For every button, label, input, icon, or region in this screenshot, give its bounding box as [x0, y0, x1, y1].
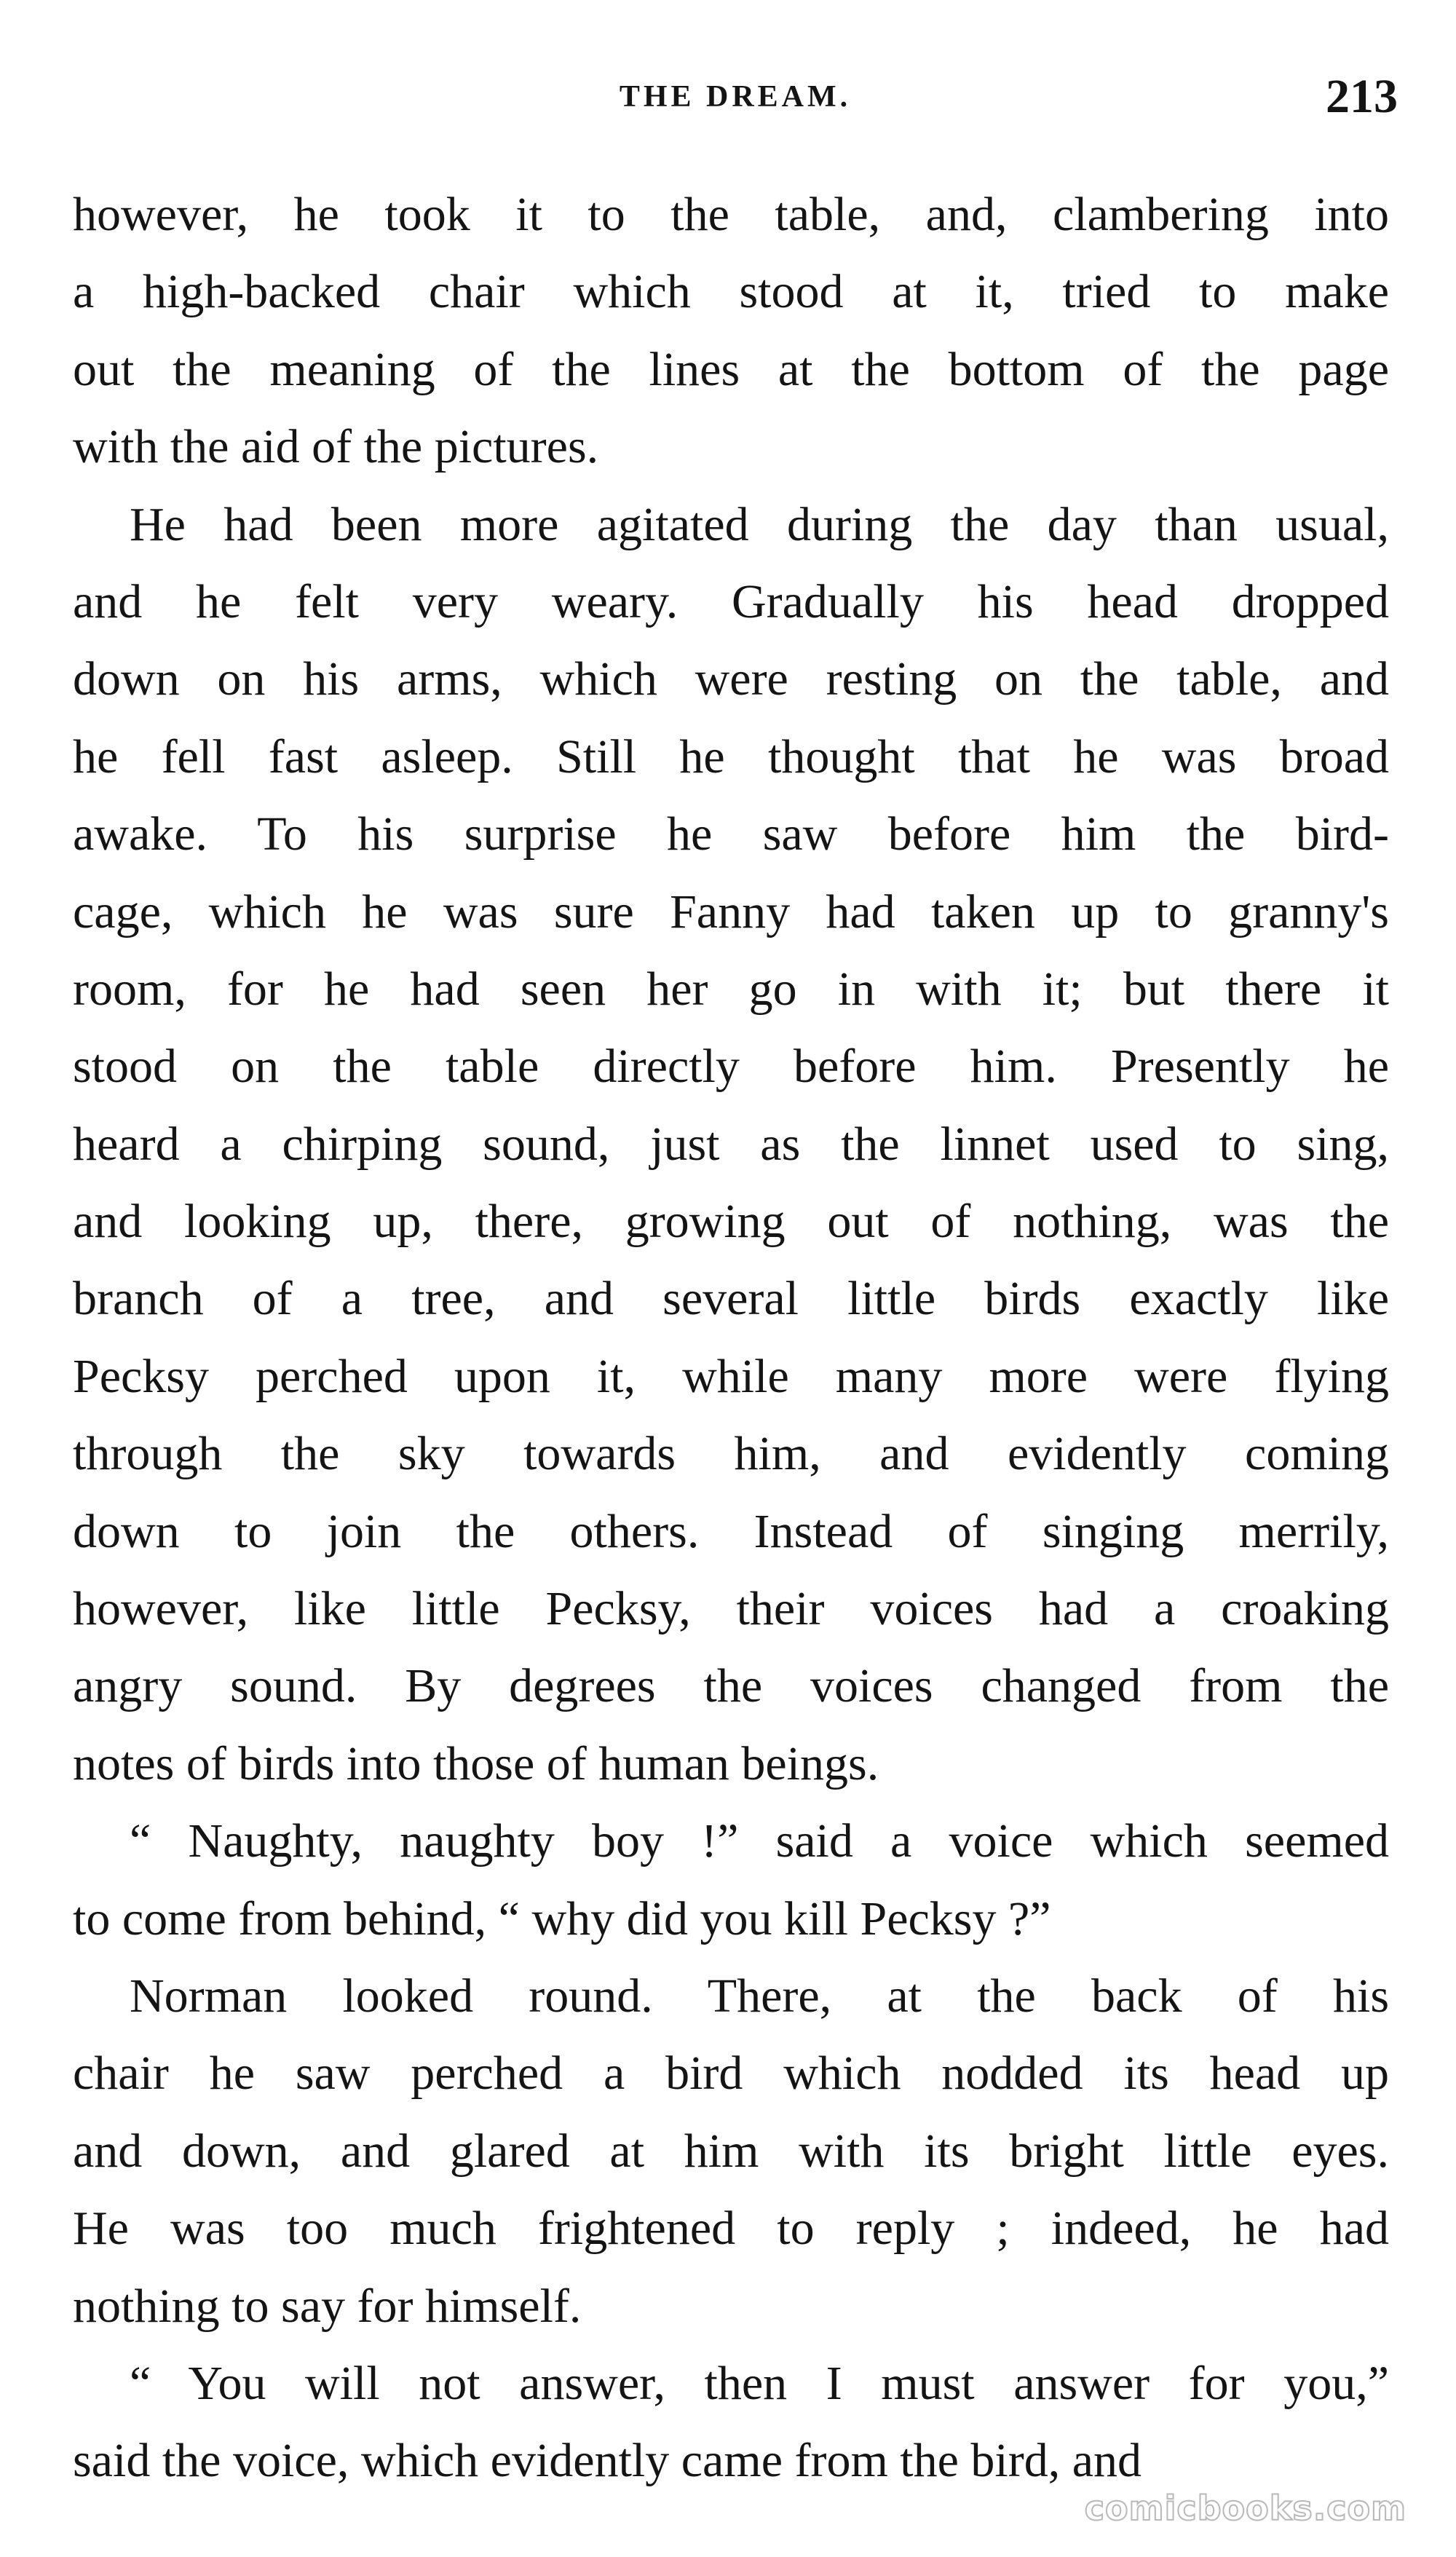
text-line: nothing to say for himself. [73, 2279, 582, 2333]
paragraph [73, 1803, 1389, 1958]
text-line: said the voice, which evidently came from the bird, and [73, 2434, 1142, 2488]
paragraph [73, 1958, 1389, 2345]
text-line: Norman looked round. There, at the back of his [130, 1969, 1389, 2023]
text-line: through the sky towards him, and evidently coming [73, 1427, 1389, 1481]
text-line: he fell fast asleep. Still he thought that he was broad [73, 730, 1389, 783]
text-line: heard a chirping sound, just as the linnet used to sing, [73, 1117, 1389, 1171]
text-line: down to join the others. Instead of singing merrily, [73, 1504, 1389, 1558]
paragraph [73, 486, 1389, 1803]
text-line: and down, and glared at him with its bright little eyes. [73, 2124, 1389, 2178]
text-line: out the meaning of the lines at the bottom of the page [73, 342, 1389, 396]
text-line: a high-backed chair which stood at it, tried to make [73, 265, 1389, 319]
text-line: room, for he had seen her go in with it; but there it [73, 962, 1389, 1016]
text-line: stood on the table directly before him. Presently he [73, 1040, 1389, 1094]
text-line: however, he took it to the table, and, clambering into [73, 188, 1389, 241]
running-head [73, 69, 1398, 135]
paragraph [73, 2345, 1389, 2500]
text-line: He had been more agitated during the day than usual, [130, 497, 1389, 551]
chapter-title: THE DREAM. [619, 80, 852, 114]
text-line: and he felt very weary. Gradually his head dropped [73, 574, 1389, 628]
text-line: down on his arms, which were resting on the table, and [73, 652, 1389, 706]
body-text [73, 176, 1389, 2500]
text-line: cage, which he was sure Fanny had taken up to granny's [73, 885, 1389, 938]
text-line: branch of a tree, and several little birds exactly like [73, 1272, 1389, 1326]
text-line: “ Naughty, naughty boy !” said a voice which seemed [130, 1814, 1389, 1868]
text-line: awake. To his surprise he saw before him the bird- [73, 807, 1389, 861]
text-line: notes of birds into those of human beings. [73, 1736, 879, 1790]
text-line: “ You will not answer, then I must answer for you,” [130, 2356, 1389, 2410]
text-line: and looking up, there, growing out of nothing, was the [73, 1195, 1389, 1249]
text-line: chair he saw perched a bird which nodded its head up [73, 2047, 1389, 2100]
text-line: Pecksy perched upon it, while many more were flying [73, 1349, 1389, 1403]
watermark-logo: comicbooks.com [1084, 2489, 1406, 2528]
text-line: with the aid of the pictures. [73, 420, 599, 474]
text-line: to come from behind, “ why did you kill Pecksy ?” [73, 1892, 1051, 1945]
page-number: 213 [1326, 70, 1398, 123]
text-line: however, like little Pecksy, their voices had a croaking [73, 1582, 1389, 1636]
paragraph [73, 176, 1389, 486]
text-line: angry sound. By degrees the voices changed from the [73, 1659, 1389, 1713]
text-line: He was too much frightened to reply ; indeed, he had [73, 2202, 1389, 2256]
